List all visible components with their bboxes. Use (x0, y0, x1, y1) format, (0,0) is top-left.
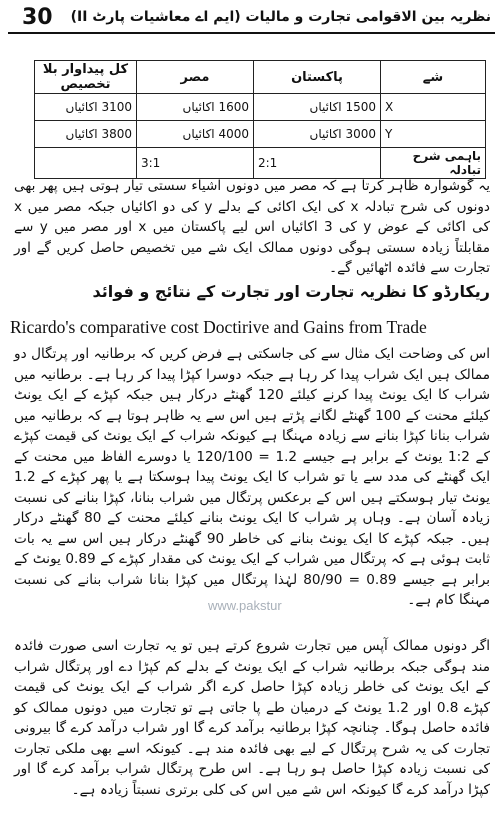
paragraph-example: اس کی وضاحت ایک مثال سے کی جاسکتی ہے فرض کریں کہ برطانیہ اور پرتگال دو ممالک ہیں ایک شراب پیدا کر رہا ہے جبکہ دوسرا کپڑا پیدا کر رہا ہے۔ برطانیہ میں شراب کا ایک یونٹ پیدا کرنے کیلئے 120 گھنٹے درکار ہیں جبکہ کپڑے کے ایک یونٹ کیلئے محنت کے 100 گھنٹے لگانے پڑتے ہیں اس سے یہ ظاہر ہوتا ہے کہ برطانیہ میں شراب بنانا کپڑا بنانے سے زیادہ مہنگا ہے کیونکہ شراب کے ایک یونٹ کی قیمت کپڑے کے 1:2 یونٹ کے برابر ہے جیسے 1.2 = 120/100 یا دوسرے الفاظ میں محنت کے ایک گھنٹے کی مدد سے یا تو شراب کا ایک یونٹ پیدا ہوسکتا ہے یا پھر کپڑے کے 1.2 یونٹ تیار ہوسکتے ہیں اس کے برعکس پرتگال میں شراب بنانا، کپڑا بنانے کی نسبت زیادہ آسان ہے۔ وہاں پر شراب کا ایک یونٹ بنانے کیلئے محنت کے 80 گھنٹے درکار ہیں۔ جبکہ کپڑے کا ایک یونٹ بنانے کی خاطر 90 گھنٹے درکار ہیں اس سے یہ بات ثابت ہوئی ہے کہ پرتگال میں شراب کے ایک یونٹ کی مقدار کپڑے کے 0.89 یونٹ کے برابر ہے جیسے 0.89 = 80/90 لہٰذا پرتگال میں کپڑا بنانا شراب بنانے کی نسبت مہنگا کام ہے۔ (14, 346, 491, 608)
table-header-row (35, 61, 486, 94)
table-row (35, 94, 486, 121)
table-cell: 1600 اکائیاں (137, 94, 254, 121)
running-title: نظریہ بین الاقوامی تجارت و مالیات (ایم اے معاشیات پارٹ II) (70, 9, 491, 25)
page-header (8, 4, 495, 34)
table-cell: 3800 اکائیاں (35, 121, 137, 148)
table-cell: 2:1 (254, 148, 381, 179)
table-row (35, 121, 486, 148)
table-cell: X (381, 94, 486, 121)
section-heading: ریکارڈو کا نظریہ تجارت اور تجارت کے نتائج و فوائد (92, 282, 490, 301)
table-cell (35, 148, 137, 179)
paragraph-intro: یہ گوشوارہ ظاہر کرتا ہے کہ مصر میں دونوں اشیاء سستی تیار ہوتی ہیں پھر بھی دونوں کی شرح تبادلہ x کی ایک اکائی کے بدلے y کی دو اکائیاں جبکہ مصر میں x کی اکائی کے عوض y کی 3 اکائیاں اس لیے پاکستان میں x اور مصر میں y سے مقابلتاً زیادہ سستی ہوگی دونوں ممالک ایک شے میں تخصیص حاصل کریں گے اور تجارت سے فائدہ اٹھائیں گے۔ (14, 178, 490, 276)
production-table (34, 60, 486, 179)
paragraph-trade-gains: اگر دونوں ممالک آپس میں تجارت شروع کرتے ہیں تو یہ تجارت اسی صورت فائدہ مند ہوگی جبکہ برطانیہ شراب کے ایک یونٹ کے بدلے کم کپڑا دے اور پرتگال شراب کے ایک یونٹ کی خاطر زیادہ کپڑا حاصل کرے اگر شراب کے ایک یونٹ کی قیمت کپڑے 0.8 اور 1.2 یونٹ کے درمیان طے پا جاتی ہے تو تجارت میں دونوں ممالک کو فائدہ حاصل ہوگا۔ چنانچہ کپڑا برطانیہ برآمد کرے گا اور شراب درآمد کرے گا بیرونی تجارت کی یہ شرح پرتگال کے لیے بھی فائدہ مند ہے۔ کیونکہ اسے بھی ملکی تجارت کی نسبت زیادہ کپڑا حاصل ہو رہا ہے۔ اس طرح پرتگال شراب برآمد کرے گا اور کپڑا درآمد کرے گا کیونکہ اس شے میں اس کی کلی برتری نسبتاً زیادہ ہے۔ (14, 638, 490, 798)
column-header-total-output: کل پیداوار بلا تخصیص (35, 61, 137, 94)
table-cell: 3100 اکائیاں (35, 94, 137, 121)
table-cell: باہمی شرح تبادلہ (381, 148, 486, 179)
table-cell: 3000 اکائیاں (254, 121, 381, 148)
watermark-text: www.pakstur (208, 598, 282, 613)
column-header-item: شے (381, 61, 486, 94)
column-header-egypt: مصر (137, 61, 254, 94)
table-cell: Y (381, 121, 486, 148)
table-cell: 4000 اکائیاں (137, 121, 254, 148)
table-cell: 1500 اکائیاں (254, 94, 381, 121)
english-heading: Ricardo's comparative cost Doctirive and Gains from Trade (10, 317, 427, 337)
column-header-pakistan: پاکستان (254, 61, 381, 94)
table-row (35, 148, 486, 179)
table-cell: 3:1 (137, 148, 254, 179)
page-number: 30 (22, 5, 53, 30)
